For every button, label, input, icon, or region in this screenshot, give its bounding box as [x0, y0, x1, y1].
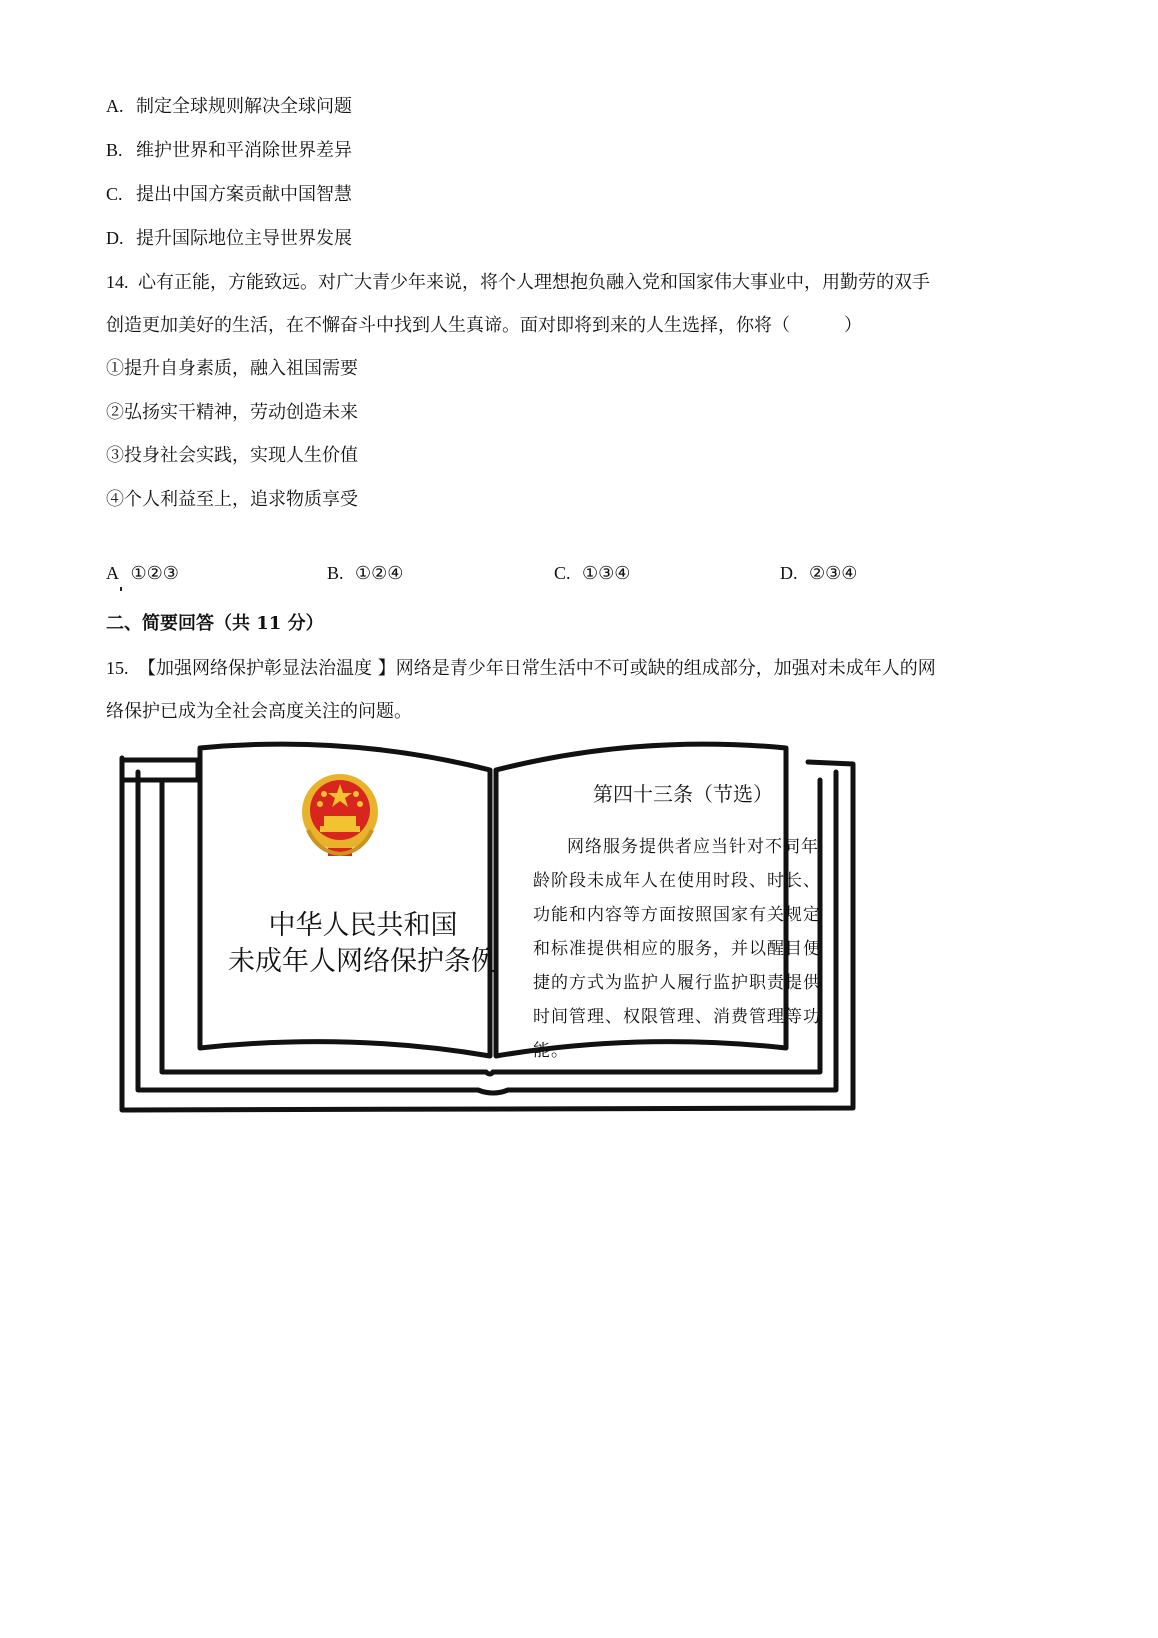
q14-stem-line1: 14. 心有正能，方能致远。对广大青少年来说，将个人理想抱负融入党和国家伟大事业中，用勤劳的双手: [106, 272, 930, 293]
q14-statement-4: ④个人利益至上，追求物质享受: [106, 489, 358, 510]
book-right-heading: 第四十三条（节选）: [593, 782, 773, 806]
q15-stem-line1: 15. 【加强网络保护彰显法治温度 】网络是青少年日常生活中不可或缺的组成部分，加强对未成年人的网: [106, 658, 936, 679]
q15-stem-line2: 络保护已成为全社会高度关注的问题。: [106, 701, 412, 722]
q13-option-d: D. 提升国际地位主导世界发展: [106, 228, 352, 249]
book-left-title-line1: 中华人民共和国: [268, 910, 458, 941]
q14-answer-a: A ①②③: [106, 563, 179, 584]
book-right-text: [533, 830, 833, 1068]
q14-answer-row: [106, 561, 1006, 585]
q14-answer-c: C. ①③④: [554, 563, 631, 584]
q13-option-b: B. 维护世界和平消除世界差异: [106, 140, 352, 161]
national-emblem-icon: [298, 770, 382, 860]
q13-option-a: A. 制定全球规则解决全球问题: [106, 96, 352, 117]
section-2-title: 二、简要回答（共 11 分）: [106, 613, 324, 634]
stray-mark: [120, 587, 122, 591]
q14-answer-b: B. ①②④: [327, 563, 404, 584]
q14-statement-2: ②弘扬实干精神，劳动创造未来: [106, 402, 358, 423]
q13-option-c: C. 提出中国方案贡献中国智慧: [106, 184, 352, 205]
q14-statement-3: ③投身社会实践，实现人生价值: [106, 445, 358, 466]
book-right-paragraph: 网络服务提供者应当针对不同年龄阶段未成年人在使用时段、时长、功能和内容等方面按照国家有关规定和标准提供相应的服务，并以醒目便捷的方式为监护人履行监护职责提供时间管理、权限管理、消费管理等功能。: [533, 837, 821, 1061]
q14-stem-line2: 创造更加美好的生活，在不懈奋斗中找到人生真谛。面对即将到来的人生选择，你将（ ）: [106, 315, 862, 336]
q14-answer-d: D. ②③④: [780, 563, 858, 584]
q14-statement-1: ①提升自身素质，融入祖国需要: [106, 358, 358, 379]
open-book-figure: [118, 740, 898, 1150]
book-left-title-line2: 未成年人网络保护条例: [228, 946, 498, 977]
